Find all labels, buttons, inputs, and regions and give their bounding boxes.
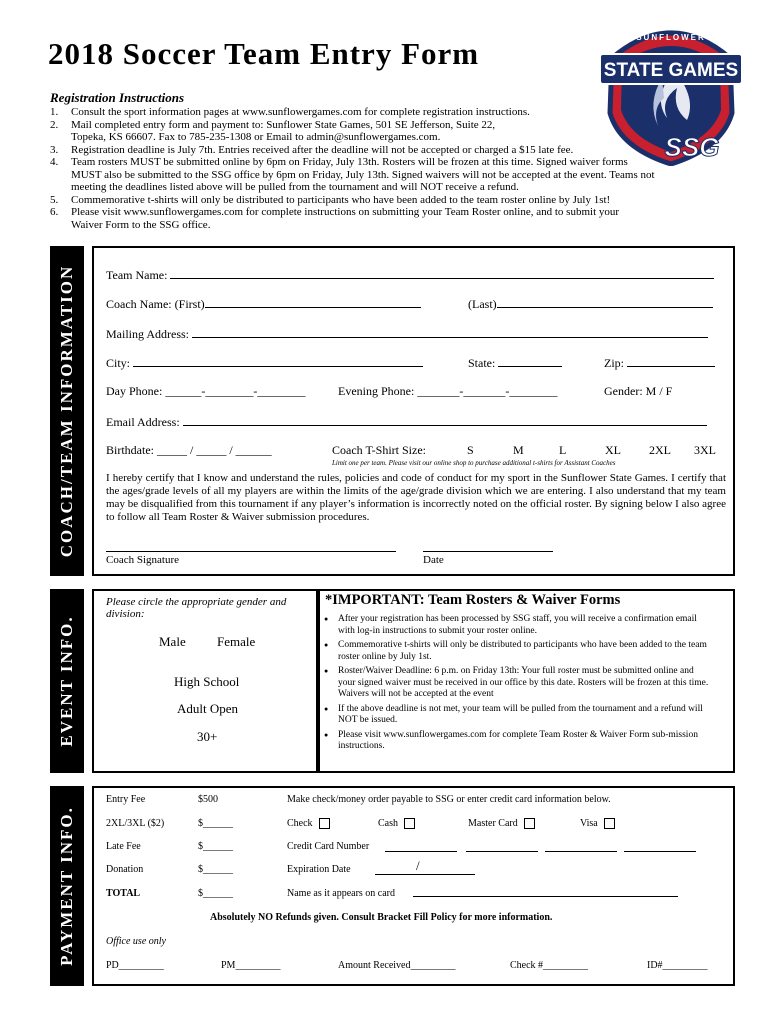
registration-item-text: MUST also be submitted to the SSG office by 6pm on Friday, July 13th. Signed waivers will not be accepted at the event. Teams not <box>71 168 655 181</box>
refund-policy: Absolutely NO Refunds given. Consult Bracket Fill Policy for more information. <box>210 912 553 923</box>
name-on-card-line[interactable] <box>413 896 678 897</box>
important-item: ● If the above deadline is not met, your team will be pulled from the tournament and a refund will NOT be issued. <box>324 704 709 727</box>
state-label: State: <box>468 356 496 370</box>
size-3xl[interactable]: 3XL <box>694 443 716 457</box>
office-use-label: Office use only <box>106 936 166 947</box>
registration-item <box>50 156 710 169</box>
coach-last-label: (Last) <box>468 297 497 311</box>
registration-item <box>50 131 710 144</box>
registration-item-text: Commemorative t-shirts will only be distributed to participants who have been added to the team roster online by July 1st! <box>71 193 611 206</box>
logo-main-text: STATE GAMES <box>603 60 739 81</box>
office-check-number: Check #_________ <box>510 960 589 971</box>
mastercard-label: Master Card <box>468 818 518 829</box>
state-field[interactable] <box>468 354 562 371</box>
cash-checkbox[interactable] <box>404 818 415 829</box>
entry-fee-label: Entry Fee <box>106 794 146 805</box>
registration-item-text: Team rosters MUST be submitted online by 6pm on Friday, July 13th. Rosters will be frozen at this time. Signed waiver forms <box>71 156 628 168</box>
size-s[interactable]: S <box>467 443 474 457</box>
office-pm: PM_________ <box>221 960 281 971</box>
page-title: 2018 Soccer Team Entry Form <box>48 36 480 71</box>
size-2xl[interactable]: 2XL <box>649 443 671 457</box>
registration-item <box>50 169 710 182</box>
evening-phone-label: Evening Phone: <box>338 384 415 398</box>
registration-item-text: Topeka, KS 66607. Fax to 785-235-1308 or Email to admin@sunflowergames.com. <box>71 131 441 143</box>
day-phone-mask: ______-________-________ <box>165 384 306 398</box>
mastercard-option[interactable] <box>468 818 535 829</box>
donation-label: Donation <box>106 864 144 875</box>
birthdate-mask: _____ / _____ / ______ <box>157 443 272 457</box>
registration-item <box>50 119 710 132</box>
birthdate-field[interactable] <box>106 443 272 458</box>
registration-item-text: Registration deadline is July 7th. Entries received after the deadline will not be accepted or charged a $15 late fee. <box>71 143 574 156</box>
zip-label: Zip: <box>604 356 624 370</box>
cc-group-2[interactable] <box>466 851 538 852</box>
important-item: ● After your registration has been processed by SSG staff, you will receive a confirmation email with log-in instructions to submit your roster online. <box>324 614 709 637</box>
payment-box <box>92 786 735 986</box>
size-m[interactable]: M <box>513 443 524 457</box>
gender-field[interactable]: Gender: M / F <box>604 384 673 398</box>
gender-male[interactable]: Male <box>159 634 186 649</box>
payment-sidebar <box>50 786 84 986</box>
registration-heading: Registration Instructions <box>50 90 185 105</box>
late-fee-label: Late Fee <box>106 841 141 852</box>
total-amount[interactable]: $______ <box>198 888 233 899</box>
logo-arc-text: SUNFLOWER <box>636 33 706 42</box>
division-30-plus[interactable]: 30+ <box>197 729 218 744</box>
coach-last-field[interactable] <box>468 295 713 312</box>
office-amount-received: Amount Received_________ <box>338 960 456 971</box>
important-item: ● Commemorative t-shirts will only be distributed to participants who have been added to the team roster online by July 1st. <box>324 640 709 663</box>
registration-item-number: 6. <box>50 206 59 218</box>
team-name-label: Team Name: <box>106 268 168 282</box>
registration-item <box>50 181 710 194</box>
evening-phone-mask: _______-_______-________ <box>417 384 558 398</box>
registration-item-number: 3. <box>50 143 59 156</box>
late-fee-amount[interactable]: $______ <box>198 841 233 852</box>
registration-item-text: meeting the deadlines listed above will be pulled from the tournament and will NOT receive a refund. <box>71 181 519 193</box>
coach-first-field[interactable] <box>106 295 421 312</box>
signature-label: Coach Signature <box>106 554 180 566</box>
registration-item <box>50 194 710 207</box>
visa-checkbox[interactable] <box>604 818 615 829</box>
shirt-fee-label: 2XL/3XL ($2) <box>106 818 165 829</box>
important-list <box>324 614 709 756</box>
mailing-address-field[interactable] <box>106 325 708 342</box>
registration-item-text: Consult the sport information pages at www.sunflowergames.com for complete registration instructions. <box>71 106 530 118</box>
cc-group-4[interactable] <box>624 851 696 852</box>
cash-option[interactable] <box>378 818 415 829</box>
registration-item <box>50 206 710 219</box>
entry-fee-amount: $500 <box>198 794 218 805</box>
donation-amount[interactable]: $______ <box>198 864 233 875</box>
event-sidebar <box>50 589 84 773</box>
certification-text: I hereby certify that I know and understand the rules, policies and code of conduct for my sport in the Sunflower State Games. I certify that the ages/grade levels of all my players are within the limits of the age/grade division which we are entering. I also understand that my team may be disqualified from this tournament if any player’s information is incorrectly noted on the official roster. By signing below I also agree to follow all Team Roster & Waiver submission procedures. <box>106 472 726 523</box>
size-l[interactable]: L <box>559 443 567 457</box>
registration-item-text: Mail completed entry form and payment to: Sunflower State Games, 501 SE Jefferson, Suite 22, <box>71 118 496 131</box>
cash-label: Cash <box>378 818 398 829</box>
important-title: *IMPORTANT: Team Rosters & Waiver Forms <box>325 592 621 608</box>
registration-item <box>50 219 710 232</box>
registration-item-number: 2. <box>50 118 59 131</box>
registration-item-number <box>50 131 71 144</box>
check-option[interactable] <box>287 818 330 829</box>
signature-line[interactable] <box>106 551 396 552</box>
registration-item-number <box>50 169 71 182</box>
gender-female[interactable]: Female <box>217 634 256 649</box>
evening-phone-field[interactable] <box>338 384 557 399</box>
coach-first-label: Coach Name: (First) <box>106 297 205 311</box>
city-field[interactable] <box>106 354 423 371</box>
registration-item-number <box>50 181 71 194</box>
registration-item <box>50 106 710 119</box>
name-on-card-label: Name as it appears on card <box>287 888 396 899</box>
email-label: Email Address: <box>106 415 180 429</box>
cc-group-3[interactable] <box>545 851 617 852</box>
office-id: ID#_________ <box>647 960 708 971</box>
zip-field[interactable] <box>604 354 715 371</box>
date-line[interactable] <box>423 551 553 552</box>
logo-mono: SSG <box>664 132 720 162</box>
expiration-label: Expiration Date <box>287 864 351 875</box>
date-label: Date <box>423 554 444 566</box>
birthdate-label: Birthdate: <box>106 443 154 457</box>
mastercard-checkbox[interactable] <box>524 818 535 829</box>
registration-item-number: 1. <box>50 106 59 118</box>
registration-list <box>50 106 710 231</box>
tshirt-note: Limit one per team. Please visit our online shop to purchase additional t-shirts for Assistant Coaches <box>332 459 616 467</box>
division-adult-open[interactable]: Adult Open <box>177 701 239 716</box>
registration-item-text: Please visit www.sunflowergames.com for complete instructions on submitting your Team Roster online, and to submit your <box>71 206 620 218</box>
division-instruction: Please circle the appropriate gender and division: <box>106 596 287 620</box>
city-label: City: <box>106 356 131 370</box>
mailing-label: Mailing Address: <box>106 327 189 341</box>
payable-note: Make check/money order payable to SSG or enter credit card information below. <box>287 794 611 805</box>
day-phone-label: Day Phone: <box>106 384 163 398</box>
email-field[interactable] <box>106 413 707 430</box>
team-name-field[interactable] <box>106 266 714 283</box>
expiration-slash: / <box>416 858 420 873</box>
visa-option[interactable] <box>580 818 615 829</box>
registration-item-number <box>50 219 71 232</box>
tshirt-label: Coach T-Shirt Size: <box>332 443 426 457</box>
registration-item-number: 5. <box>50 193 59 206</box>
coach-sidebar <box>50 246 84 576</box>
total-label: TOTAL <box>106 888 141 899</box>
event-sidebar-label: EVENT INFO. <box>57 615 76 747</box>
visa-label: Visa <box>580 818 598 829</box>
cc-number-label: Credit Card Number <box>287 841 370 852</box>
important-item: ● Please visit www.sunflowergames.com for complete Team Roster & Waiver Form sub-mission instructions. <box>324 730 709 753</box>
size-xl[interactable]: XL <box>605 443 621 457</box>
registration-item-number: 4. <box>50 156 59 168</box>
check-checkbox[interactable] <box>319 818 330 829</box>
registration-item <box>50 144 710 157</box>
coach-sidebar-label: COACH/TEAM INFORMATION <box>57 264 76 558</box>
check-label: Check <box>287 818 313 829</box>
registration-item-text: Waiver Form to the SSG office. <box>71 218 211 231</box>
day-phone-field[interactable] <box>106 384 305 399</box>
cc-group-1[interactable] <box>385 851 457 852</box>
division-high-school[interactable]: High School <box>174 674 240 689</box>
important-item: ● Roster/Waiver Deadline: 6 p.m. on Friday 13th: Your full roster must be submitted online and your signed waiver must be received in our office by this date. Rosters will be frozen at this time. Waivers will not be accepted at the event <box>324 666 709 701</box>
office-pd: PD_________ <box>106 960 164 971</box>
shirt-fee-amount[interactable]: $______ <box>198 818 233 829</box>
payment-sidebar-label: PAYMENT INFO. <box>57 806 76 966</box>
expiration-line[interactable] <box>375 874 475 875</box>
